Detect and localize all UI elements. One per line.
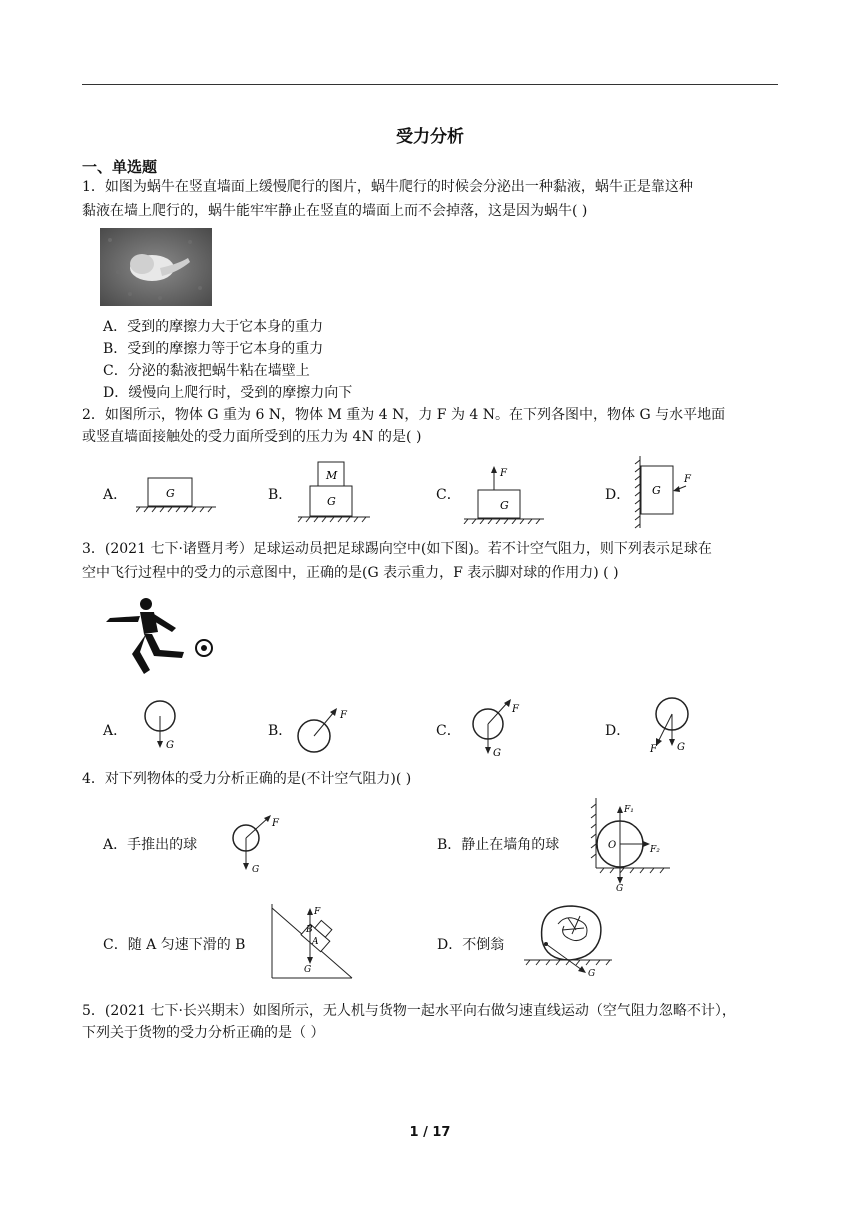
q1-option-b[interactable]: B．受到的摩擦力等于它本身的重力 <box>103 341 324 357</box>
q3-figure-d <box>644 694 704 756</box>
svg-text:F: F <box>500 468 507 479</box>
q3-stem-line2: 空中飞行过程中的受力的示意图中，正确的是(G 表示重力，F 表示脚对球的作用力) ( ) <box>82 565 619 581</box>
header-rule <box>82 84 778 85</box>
q4-figure-d <box>520 900 620 980</box>
q2-option-a[interactable]: A． <box>103 487 128 503</box>
soccer-player-figure <box>100 594 216 676</box>
svg-text:G: G <box>166 740 174 751</box>
section-heading: 一、单选题 <box>82 158 158 176</box>
q4-figure-c <box>262 902 358 982</box>
svg-text:B: B <box>306 925 313 935</box>
q1-option-c[interactable]: C．分泌的黏液把蜗牛粘在墙壁上 <box>103 363 310 379</box>
q3-option-d[interactable]: D． <box>605 723 631 739</box>
q1-stem-line1: 1．如图为蜗牛在竖直墙面上缓慢爬行的图片，蜗牛爬行的时候会分泌出一种黏液，蜗牛正是靠这种 <box>82 179 693 195</box>
q4-option-c[interactable]: C．随 A 匀速下滑的 B <box>103 937 246 953</box>
q3-option-b[interactable]: B． <box>268 723 293 739</box>
q4-figure-b <box>584 796 674 892</box>
svg-text:F: F <box>272 818 279 829</box>
q2-figure-d <box>626 454 696 530</box>
svg-text:G: G <box>588 969 596 979</box>
q2-figure-a <box>136 474 226 514</box>
q4-stem-line1: 4．对下列物体的受力分析正确的是(不计空气阻力)( ) <box>82 771 412 787</box>
q2-figure-b <box>296 460 376 524</box>
q1-option-d[interactable]: D．缓慢向上爬行时，受到的摩擦力向下 <box>103 385 353 401</box>
q4-figure-a <box>226 810 286 876</box>
svg-text:F: F <box>512 704 519 715</box>
svg-text:G: G <box>677 742 685 753</box>
q3-figure-a <box>140 698 190 754</box>
q4-option-d[interactable]: D．不倒翁 <box>437 937 505 953</box>
svg-text:O: O <box>608 840 617 851</box>
q3-figure-c <box>464 698 524 760</box>
q4-option-a[interactable]: A．手推出的球 <box>103 837 198 853</box>
q2-stem-line2: 或竖直墙面接触处的受力面所受到的压力为 4N 的是( ) <box>82 429 422 445</box>
svg-text:G: G <box>616 884 624 892</box>
q3-option-a[interactable]: A． <box>103 723 128 739</box>
svg-text:G: G <box>500 499 509 512</box>
svg-text:F₁: F₁ <box>624 805 634 815</box>
svg-text:F: F <box>650 744 657 755</box>
svg-text:F: F <box>684 474 691 485</box>
svg-text:F: F <box>340 710 347 721</box>
q3-option-c[interactable]: C． <box>436 723 461 739</box>
svg-text:G: G <box>493 748 501 759</box>
snail-photo <box>100 228 212 306</box>
q2-option-b[interactable]: B． <box>268 487 293 503</box>
svg-text:F: F <box>314 907 321 917</box>
q2-option-c[interactable]: C． <box>436 487 461 503</box>
q4-option-b[interactable]: B．静止在墙角的球 <box>437 837 560 853</box>
svg-text:F₂: F₂ <box>650 845 660 855</box>
q1-stem-line2: 黏液在墙上爬行的，蜗牛能牢牢静止在竖直的墙面上而不会掉落，这是因为蜗牛( ) <box>82 203 588 219</box>
svg-text:G: G <box>304 965 312 975</box>
svg-text:A: A <box>312 937 319 947</box>
svg-text:G: G <box>327 495 336 508</box>
page-number: 1 / 17 <box>409 1125 451 1140</box>
svg-text:G: G <box>652 484 661 497</box>
svg-text:G: G <box>252 865 260 875</box>
q1-option-a[interactable]: A．受到的摩擦力大于它本身的重力 <box>103 319 324 335</box>
q5-stem-line2: 下列关于货物的受力分析正确的是（ ） <box>82 1025 325 1041</box>
q2-figure-c <box>460 464 550 524</box>
q2-stem-line1: 2．如图所示，物体 G 重为 6 N，物体 M 重为 4 N，力 F 为 4 N。在下列各图中，物体 G 与水平地面 <box>82 407 726 423</box>
q5-stem-line1: 5．(2021 七下·长兴期末）如图所示，无人机与货物一起水平向右做匀速直线运动（空气阻力忽略不计）， <box>82 1003 736 1019</box>
svg-text:M: M <box>326 469 338 482</box>
q2-option-d[interactable]: D． <box>605 487 631 503</box>
q3-figure-b <box>292 700 352 758</box>
page-title: 受力分析 <box>396 127 464 147</box>
svg-text:G: G <box>166 487 175 500</box>
q3-stem-line1: 3．(2021 七下·诸暨月考）足球运动员把足球踢向空中(如下图)。若不计空气阻力，则下列表示足球在 <box>82 541 712 557</box>
